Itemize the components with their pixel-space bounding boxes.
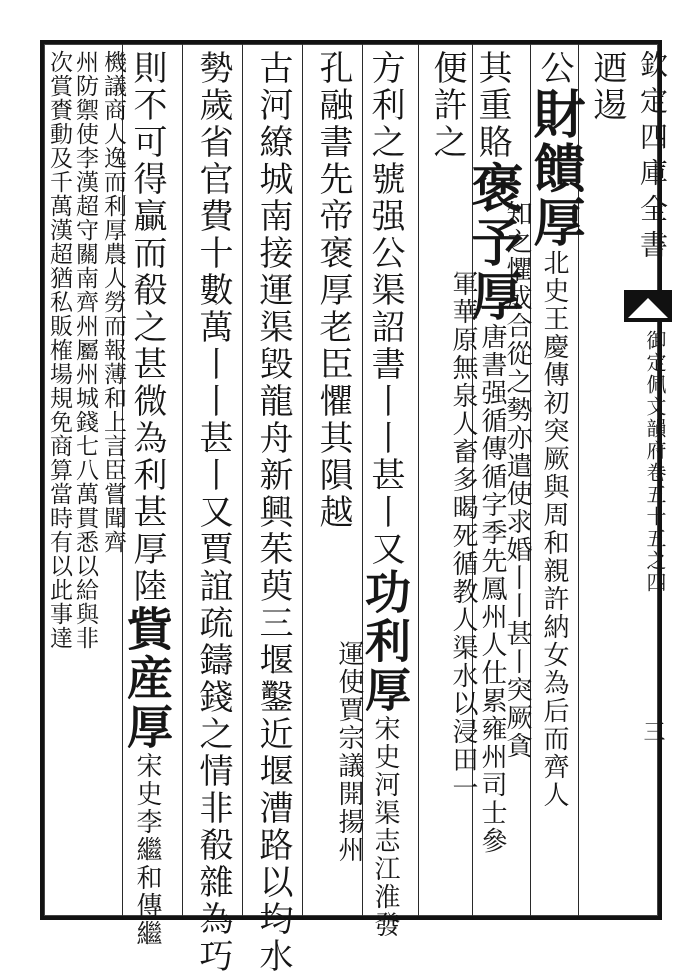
column-text: 公 xyxy=(534,50,574,87)
column-text: 方利之號强公渠詔書丨丨甚丨又 xyxy=(365,50,405,568)
annotation-text: 知之懼成合從之勢亦遣使求婚丨丨甚丨突厥貪 xyxy=(502,200,532,760)
column-text: 便許之 xyxy=(427,50,467,161)
book-title: 欽定四庫全書 xyxy=(636,50,669,266)
text-column xyxy=(358,50,412,939)
annotation-text: 唐書强循傳循字季先鳳州人仕累雍州司士參 xyxy=(477,323,507,855)
text-column xyxy=(424,50,464,912)
column-text: 孔融書先帝褒厚老臣懼其隕越 xyxy=(313,50,353,531)
column-rule xyxy=(242,44,243,916)
column-text: 勢歲省官費十數萬丨丨甚丨又賈誼疏鑄錢之情非殽雜為巧 xyxy=(193,50,233,975)
column-text: 州防禦使李漢超守關南齊州屬州城錢七八萬貫悉以給與非 xyxy=(72,50,98,650)
annotation-column xyxy=(334,640,362,912)
text-column xyxy=(524,50,585,912)
annotation-text: 宋史李繼和傳繼 xyxy=(132,752,162,948)
text-column xyxy=(46,50,70,912)
column-text: 次賞賚動及千萬漢超猶私販榷場規免商算當時有以此事達 xyxy=(46,50,72,650)
column-rule xyxy=(302,44,303,916)
column-rule xyxy=(182,44,183,916)
entry-heading: 財饋厚 xyxy=(524,87,585,249)
annotation-text: 軍華原無泉人畜多暍死循教人渠水以浸田一 xyxy=(448,270,478,802)
column-rule xyxy=(418,44,419,916)
folio-number: 三 xyxy=(640,720,665,742)
column-text: 其重賂 xyxy=(472,50,512,161)
annotation-text: 運使賈宗議開揚州 xyxy=(334,640,364,864)
volume-label: 御定佩文韻府卷五十五之四 xyxy=(643,330,667,594)
text-column xyxy=(250,50,293,975)
column-text: 迺逷 xyxy=(587,50,627,124)
entry-heading: 功利厚 xyxy=(358,568,412,715)
text-column xyxy=(120,50,174,948)
text-column xyxy=(96,50,124,912)
entry-heading: 貲産厚 xyxy=(120,605,174,752)
annotation-text: 北史王慶傳初突厥與周和親許納女為后而齊人 xyxy=(539,249,569,809)
entry-heading: 褒予厚 xyxy=(462,161,523,323)
annotation-text: 宋史河渠志江淮發 xyxy=(370,715,400,939)
text-column xyxy=(584,50,627,912)
text-column xyxy=(70,50,96,912)
annotation-text: 和上言臣嘗聞齊 xyxy=(100,386,126,554)
column-text: 古河繚城南接運渠毀龍舟新興茱萸三堰鑿近堰漕路以均水 xyxy=(253,50,293,975)
text-column xyxy=(310,50,353,531)
fishtail-mark xyxy=(622,288,674,324)
column-text: 則不可得贏而殽之甚微為利甚厚陸 xyxy=(127,50,167,605)
text-column xyxy=(190,50,233,975)
column-text: 機議商人逸而利厚農人勞而報薄 xyxy=(100,50,126,386)
